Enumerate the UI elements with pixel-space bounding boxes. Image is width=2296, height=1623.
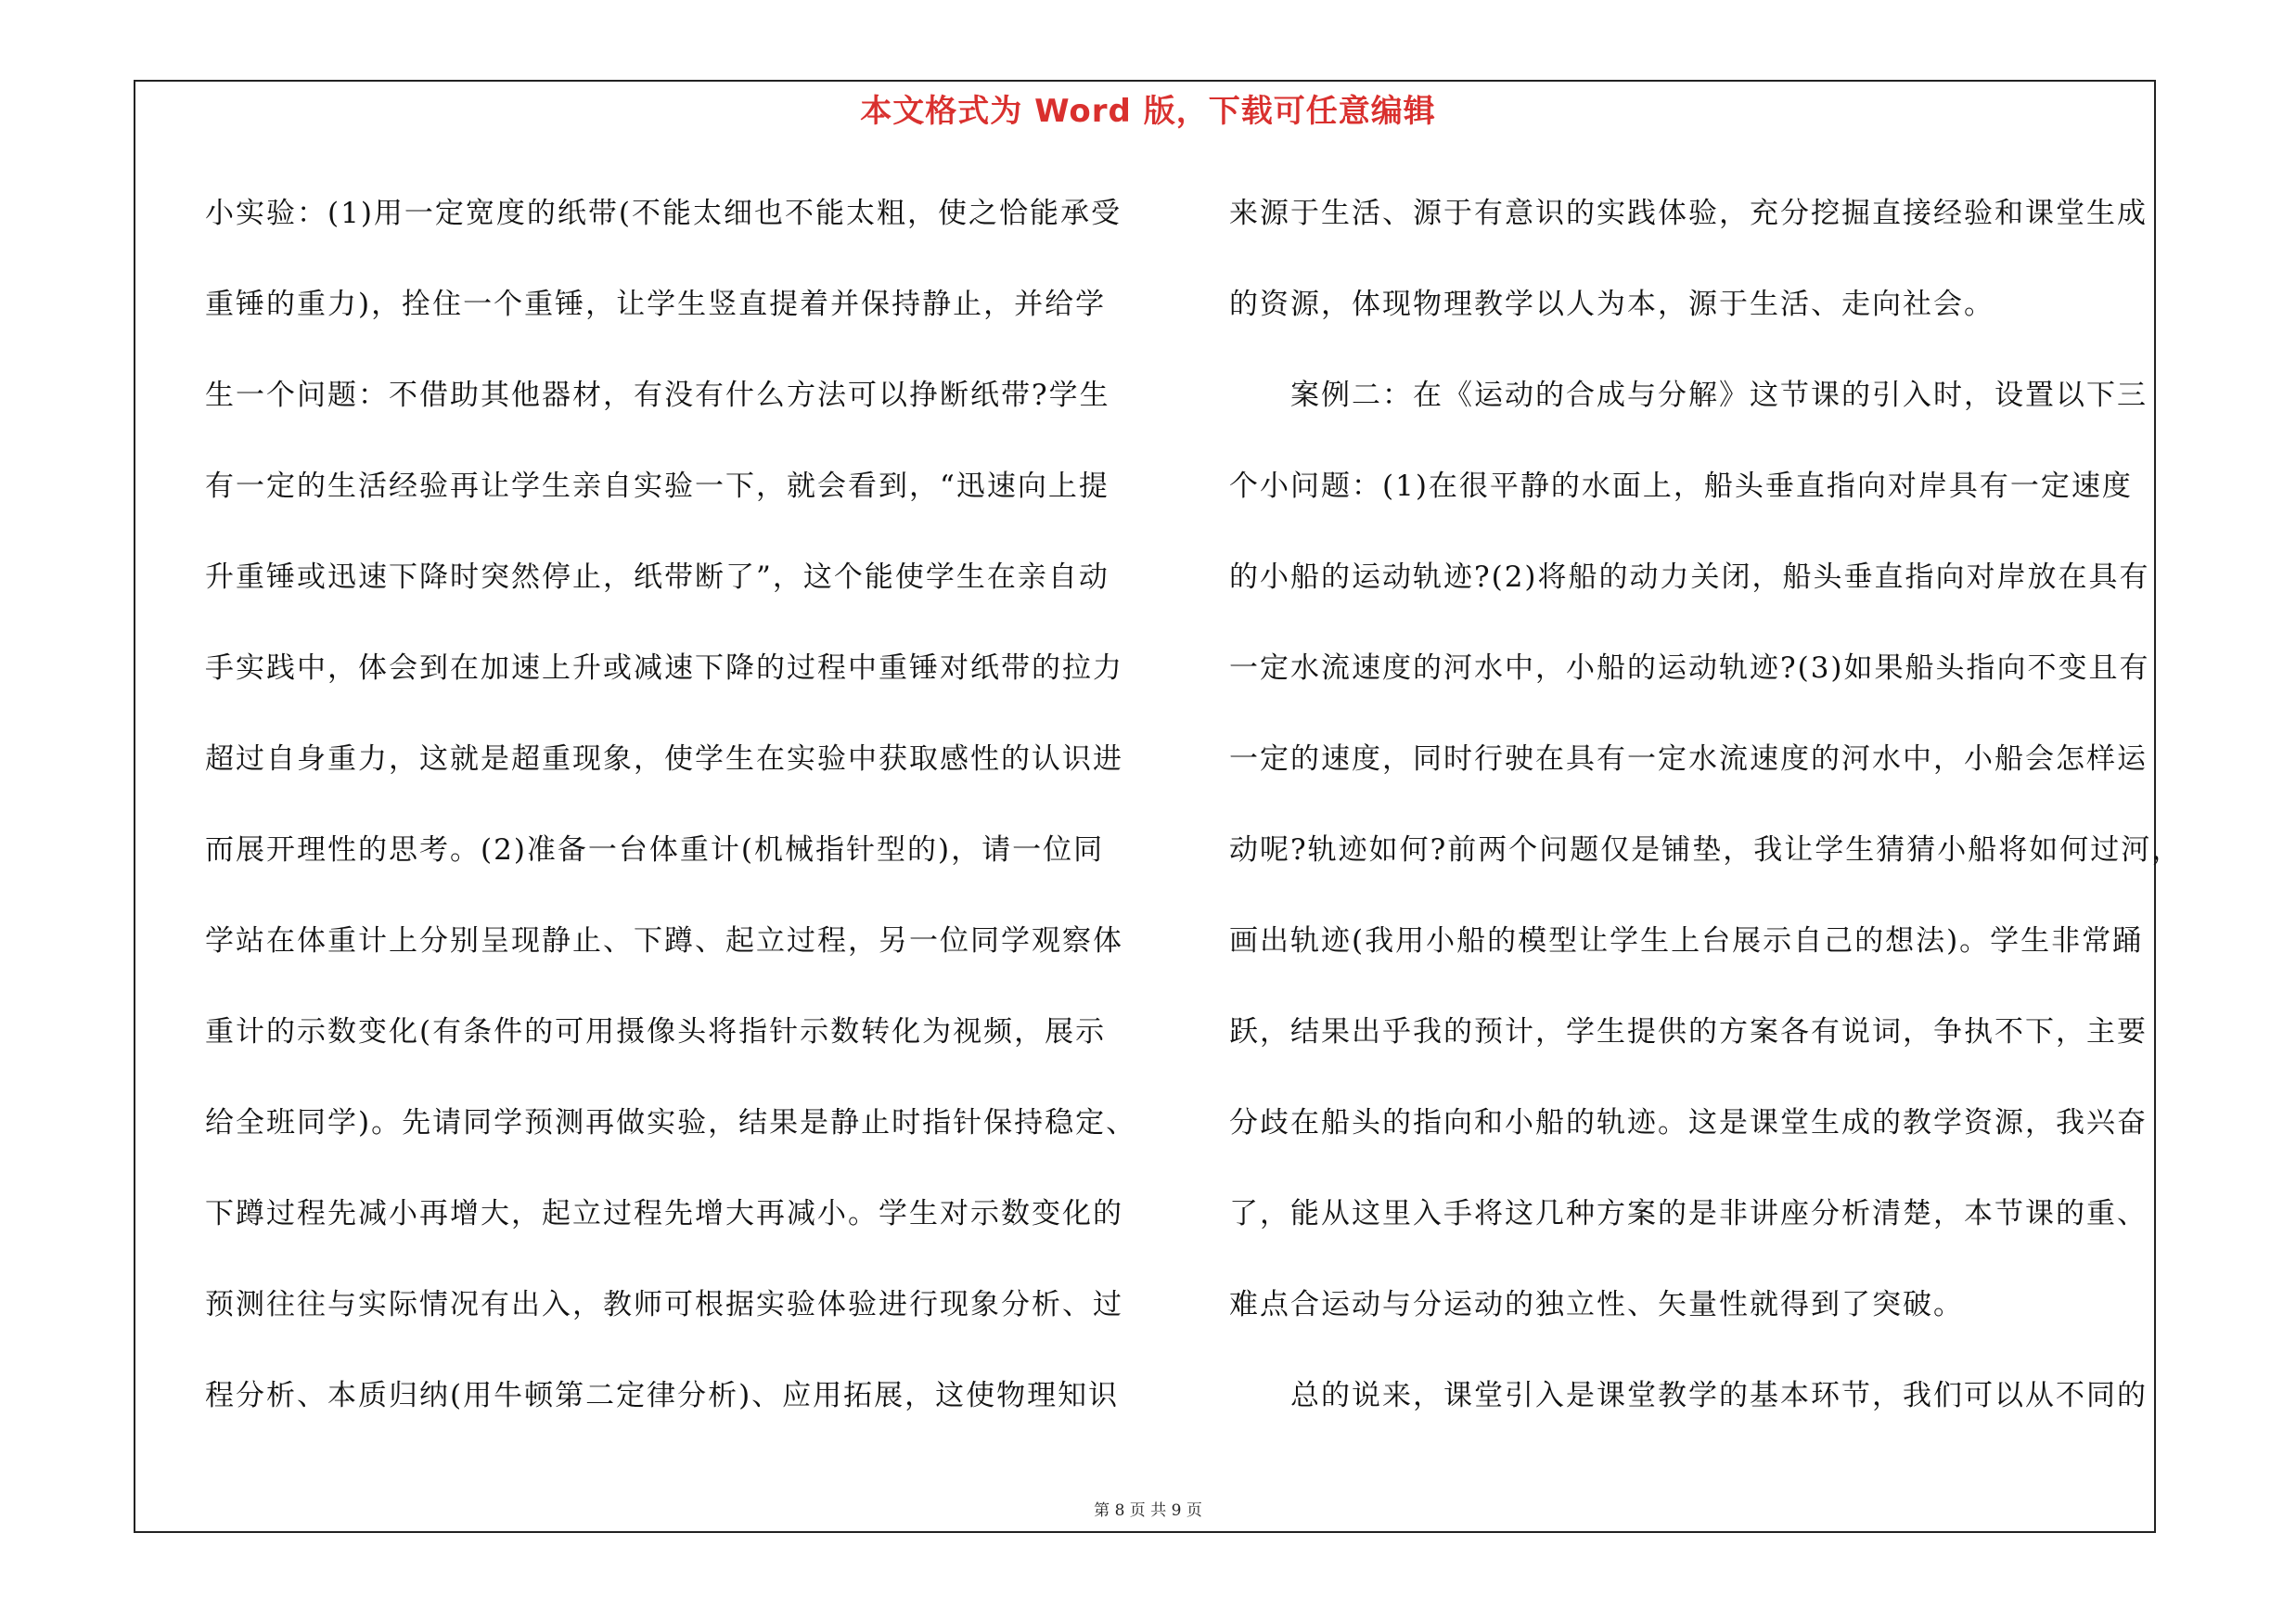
text-line: 超过自身重力，这就是超重现象，使学生在实验中获取感性的认识进	[205, 742, 1123, 776]
text-line: 小实验：(1)用一定宽度的纸带(不能太细也不能太粗，使之恰能承受	[205, 197, 1122, 230]
text-line: 一定水流速度的河水中，小船的运动轨迹?(3)如果船头指向不变且有	[1229, 651, 2150, 685]
document-header-title: 本文格式为 Word 版，下载可任意编辑	[860, 93, 1436, 130]
text-line: 程分析、本质归纳(用牛顿第二定律分析)、应用拓展，这使物理知识	[205, 1379, 1120, 1412]
text-line: 分歧在船头的指向和小船的轨迹。这是课堂生成的教学资源，我兴奋	[1229, 1106, 2148, 1140]
text-line: 生一个问题：不借助其他器材，有没有什么方法可以挣断纸带?学生	[205, 379, 1110, 412]
text-line: 而展开理性的思考。(2)准备一台体重计(机械指针型的)，请一位同	[205, 833, 1105, 867]
text-line: 动呢?轨迹如何?前两个问题仅是铺垫，我让学生猜猜小船将如何过河，	[1229, 833, 2183, 867]
text-line: 跃，结果出乎我的预计，学生提供的方案各有说词，争执不下，主要	[1229, 1015, 2148, 1049]
text-line: 预测往往与实际情况有出入，教师可根据实验体验进行现象分析、过	[205, 1288, 1123, 1321]
text-line: 有一定的生活经验再让学生亲自实验一下，就会看到，“迅速向上提	[205, 470, 1110, 503]
text-line: 手实践中，体会到在加速上升或减速下降的过程中重锤对纸带的拉力	[205, 651, 1123, 685]
text-line: 一定的速度，同时行驶在具有一定水流速度的河水中，小船会怎样运	[1229, 742, 2148, 776]
text-line: 给全班同学)。先请同学预测再做实验，结果是静止时指针保持稳定、	[205, 1106, 1137, 1140]
page-number-footer: 第 8 页 共 9 页	[1094, 1501, 1202, 1520]
text-line: 了，能从这里入手将这几种方案的是非讲座分析清楚，本节课的重、	[1229, 1197, 2148, 1230]
text-line: 的小船的运动轨迹?(2)将船的动力关闭，船头垂直指向对岸放在具有	[1229, 560, 2150, 594]
paragraph-start-line: 总的说来，课堂引入是课堂教学的基本环节，我们可以从不同的	[1290, 1379, 2148, 1412]
text-line: 的资源，体现物理教学以人为本，源于生活、走向社会。	[1229, 288, 1995, 321]
text-line: 重锤的重力)，拴住一个重锤，让学生竖直提着并保持静止，并给学	[205, 288, 1107, 321]
text-line: 重计的示数变化(有条件的可用摄像头将指针示数转化为视频，展示	[205, 1015, 1107, 1049]
paragraph-start-line: 案例二：在《运动的合成与分解》这节课的引入时，设置以下三	[1290, 379, 2148, 412]
text-line: 个小问题：(1)在很平静的水面上，船头垂直指向对岸具有一定速度	[1229, 470, 2133, 503]
text-line: 画出轨迹(我用小船的模型让学生上台展示自己的想法)。学生非常踊	[1229, 924, 2144, 958]
left-column	[205, 186, 1137, 1459]
text-line: 学站在体重计上分别呈现静止、下蹲、起立过程，另一位同学观察体	[205, 924, 1123, 958]
text-line: 来源于生活、源于有意识的实践体验，充分挖掘直接经验和课堂生成	[1229, 197, 2148, 230]
text-line: 下蹲过程先减小再增大，起立过程先增大再减小。学生对示数变化的	[205, 1197, 1123, 1230]
text-line: 升重锤或迅速下降时突然停止，纸带断了”，这个能使学生在亲自动	[205, 560, 1110, 594]
right-column	[1229, 186, 2183, 1459]
text-line: 难点合运动与分运动的独立性、矢量性就得到了突破。	[1229, 1288, 1964, 1321]
